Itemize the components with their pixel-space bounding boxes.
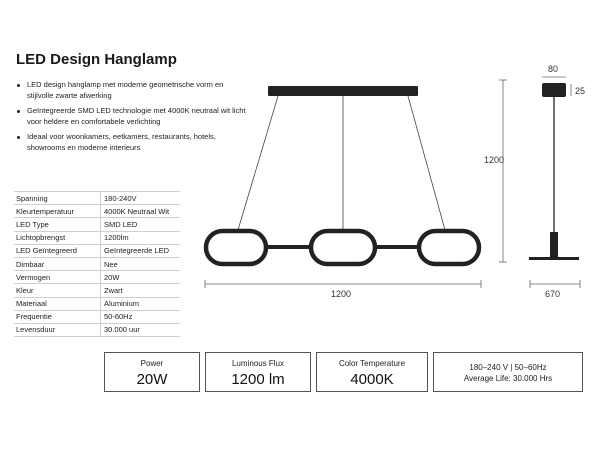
lamp-connector-bar xyxy=(264,245,312,249)
height-dimension-label: 1200 xyxy=(484,155,505,165)
spec-key: Dimbaar xyxy=(14,257,101,270)
spec-key: Spanning xyxy=(14,192,101,205)
lamp-connector-bar xyxy=(374,245,420,249)
spec-value: Nee xyxy=(101,257,181,270)
spec-value: Aluminium xyxy=(101,297,181,310)
lamp-ring xyxy=(419,231,479,264)
suspension-cable xyxy=(238,96,278,230)
spec-key: Kleurtemperatuur xyxy=(14,205,101,218)
luminous-flux-card xyxy=(205,352,311,392)
lamp-canopy xyxy=(268,86,418,96)
spec-value: Geïntegreerde LED xyxy=(101,244,181,257)
electrical-card xyxy=(433,352,583,392)
spec-key: Lichtopbrengst xyxy=(14,231,101,244)
suspension-cable xyxy=(408,96,445,230)
color-temperature-card xyxy=(316,352,428,392)
page-title: LED Design Hanglamp xyxy=(16,51,177,68)
spec-value: 180-240V xyxy=(101,192,181,205)
spec-key: Kleur xyxy=(14,284,101,297)
spec-value: 4000K Neutraal Wit xyxy=(101,205,181,218)
electrical-line: 180–240 V | 50–60Hz xyxy=(469,363,547,372)
spec-value: SMD LED xyxy=(101,218,181,231)
spec-key: Materiaal xyxy=(14,297,101,310)
spec-key: Frequentie xyxy=(14,310,101,323)
spec-key: LED Geïntegreerd xyxy=(14,244,101,257)
spec-key: Levensduur xyxy=(14,323,101,336)
color-temperature-label: Color Temperature xyxy=(338,359,406,368)
luminous-flux-value: 1200 lm xyxy=(231,371,285,388)
color-temperature-value: 4000K xyxy=(350,371,394,388)
depth-dimension-label: 670 xyxy=(545,289,561,299)
spec-value: Zwart xyxy=(101,284,181,297)
canopy-width-label: 80 xyxy=(548,64,559,74)
spec-value: 50-60Hz xyxy=(101,310,181,323)
lamp-ring xyxy=(206,231,266,264)
luminous-flux-label: Luminous Flux xyxy=(231,359,285,368)
spec-key: Vermogen xyxy=(14,271,101,284)
spec-value: 30.000 uur xyxy=(101,323,181,336)
spec-key: LED Type xyxy=(14,218,101,231)
power-card xyxy=(104,352,200,392)
feature-item: Ideaal voor woonkamers, eetkamers, restaurants, hotels, showrooms en moderne interieurs xyxy=(16,132,246,153)
lamp-ring xyxy=(311,231,375,264)
width-dimension-label: 1200 xyxy=(331,289,352,299)
feature-item: LED design hanglamp met moderne geometrische vorm en stijlvolle zwarte afwerking xyxy=(16,80,246,101)
spec-value: 20W xyxy=(101,271,181,284)
power-value: 20W xyxy=(136,371,168,388)
feature-item: Geïntegreerde SMD LED technologie met 4000K neutraal wit licht voor heldere en comfortabele verlichting xyxy=(16,106,246,127)
side-view-canopy xyxy=(542,83,566,97)
side-view-base xyxy=(529,257,579,260)
average-life-line: Average Life: 30.000 Hrs xyxy=(463,374,553,383)
side-view-body xyxy=(550,232,558,258)
canopy-height-label: 25 xyxy=(575,86,586,96)
spec-value: 1200lm xyxy=(101,231,181,244)
power-label: Power xyxy=(140,359,164,368)
